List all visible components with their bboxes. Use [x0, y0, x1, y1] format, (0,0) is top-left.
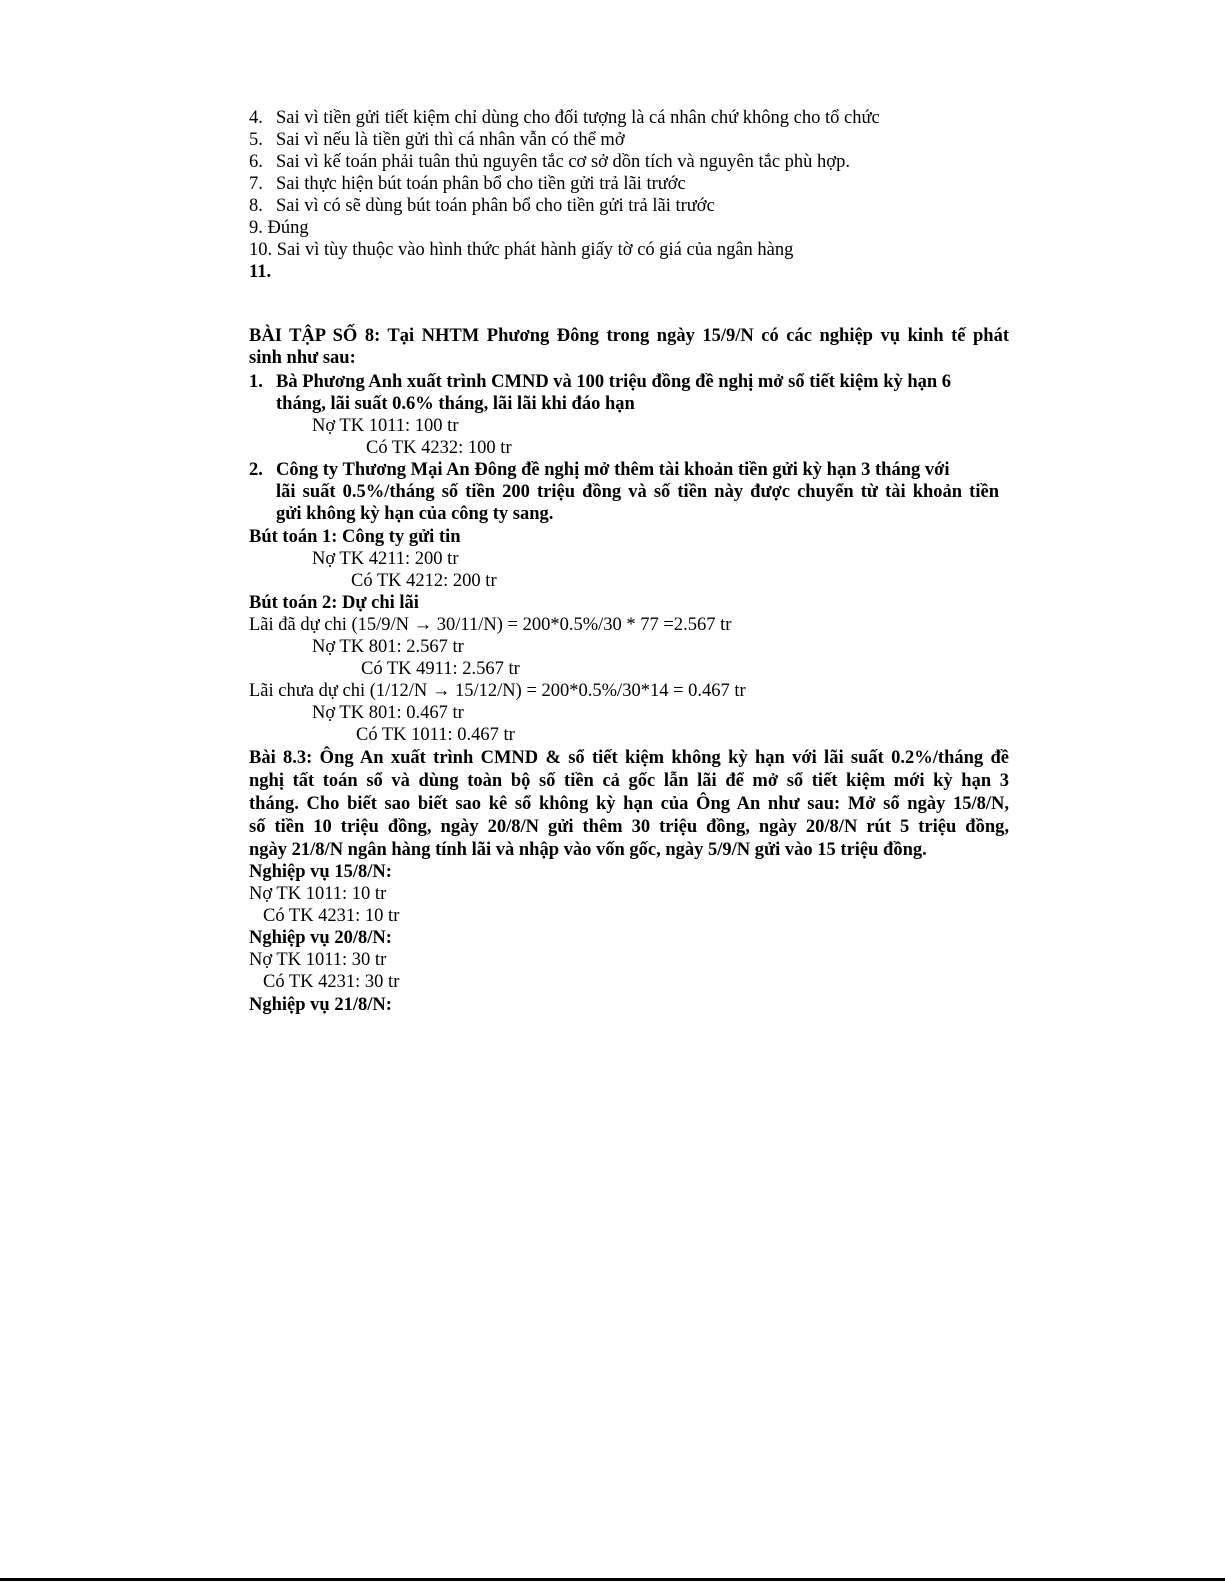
op-debit: Nợ TK 1011: 10 tr [249, 884, 387, 904]
op-title: Nghiệp vụ 21/8/N: [249, 995, 392, 1015]
item-2-line3: gửi không kỳ hạn của công ty sang. [276, 504, 554, 524]
item-1-line2: tháng, lãi suất 0.6% tháng, lãi lãi khi đáo hạn [276, 394, 635, 414]
answer-number: 11. [249, 262, 272, 282]
bai83-line5: ngày 21/8/N ngân hàng tính lãi và nhập vào vốn gốc, ngày 5/9/N gửi vào 15 triệu đồng. [249, 840, 927, 860]
answer-text: Sai vì nếu là tiền gửi thì cá nhân vẫn có thể mở [276, 130, 625, 150]
op-title: Nghiệp vụ 20/8/N: [249, 928, 392, 948]
answer-text: Sai vì có sẽ dùng bút toán phân bổ cho tiền gửi trả lãi trước [276, 196, 715, 216]
item-2-line2: lãi suất 0.5%/tháng số tiền 200 triệu đồng và số tiền này được chuyển từ tài khoản tiền [276, 482, 999, 502]
answer-text: Sai vì tùy thuộc vào hình thức phát hành giấy tờ có giá của ngân hàng [276, 240, 794, 260]
unaccrued-interest-formula: Lãi chưa dự chi (1/12/N → 15/12/N) = 200*0.5%/30*14 = 0.467 tr [249, 681, 746, 701]
item-2-line1 [249, 459, 1009, 481]
answer-number: 6. [249, 152, 263, 172]
entry-2-title: Bút toán 2: Dự chi lãi [249, 593, 419, 613]
answer-item-4 [249, 107, 1009, 129]
answer-item-7 [249, 173, 1009, 195]
answer-item-10 [249, 239, 1009, 261]
item-1-line1 [249, 371, 1009, 393]
entry-2-credit-1: Có TK 4911: 2.567 tr [361, 659, 520, 679]
item-text: Bà Phương Anh xuất trình CMND và 100 triệu đồng đề nghị mở sổ tiết kiệm kỳ hạn 6 [276, 372, 952, 392]
item-number: 1. [249, 372, 263, 392]
bai83-line4: số tiền 10 triệu đồng, ngày 20/8/N gửi thêm 30 triệu đồng, ngày 20/8/N rút 5 triệu đồng, [249, 817, 1009, 837]
entry-1-debit: Nợ TK 4211: 200 tr [312, 549, 459, 569]
answer-text: Sai thực hiện bút toán phân bổ cho tiền gửi trả lãi trước [276, 174, 686, 194]
page-bottom-border [0, 1578, 1225, 1581]
accrued-interest-formula: Lãi đã dự chi (15/9/N → 30/11/N) = 200*0.5%/30 * 77 =2.567 tr [249, 615, 732, 635]
answer-item-6 [249, 151, 1009, 173]
answer-text: Đúng [267, 218, 309, 238]
item-number: 2. [249, 460, 263, 480]
entry-1-title: Bút toán 1: Công ty gửi tin [249, 527, 461, 547]
answer-number: 9. [249, 218, 263, 238]
answer-number: 4. [249, 108, 263, 128]
op-credit: Có TK 4231: 30 tr [263, 972, 400, 992]
answer-number: 5. [249, 130, 263, 150]
op-debit: Nợ TK 1011: 30 tr [249, 950, 387, 970]
item-1-credit: Có TK 4232: 100 tr [366, 438, 512, 458]
answer-text: Sai vì tiền gửi tiết kiệm chỉ dùng cho đối tượng là cá nhân chứ không cho tổ chức [276, 108, 880, 128]
op-title: Nghiệp vụ 15/8/N: [249, 862, 392, 882]
answer-number: 10. [249, 240, 273, 260]
exercise-title-line2: sinh như sau: [249, 348, 356, 368]
bai83-line3: tháng. Cho biết sao biết sao kê sổ không kỳ hạn của Ông An như sau: Mở sổ ngày 15/8/N, [249, 794, 1009, 814]
answer-item-9 [249, 217, 1009, 239]
entry-1-credit: Có TK 4212: 200 tr [351, 571, 497, 591]
bai83-line1: Bài 8.3: Ông An xuất trình CMND & sổ tiết kiệm không kỳ hạn với lãi suất 0.2%/tháng đề [249, 748, 1009, 768]
entry-2-credit-2: Có TK 1011: 0.467 tr [356, 725, 515, 745]
answer-item-8 [249, 195, 1009, 217]
item-1-debit: Nợ TK 1011: 100 tr [312, 416, 459, 436]
answer-item-11 [249, 261, 1009, 283]
entry-2-debit-1: Nợ TK 801: 2.567 tr [312, 637, 464, 657]
bai83-line2: nghị tất toán sổ và dùng toàn bộ số tiền cả gốc lẫn lãi để mở sổ tiết kiệm mới kỳ hạn 3 [249, 771, 1009, 791]
answer-text: Sai vì kế toán phải tuân thủ nguyên tắc cơ sở dồn tích và nguyên tắc phù hợp. [276, 152, 850, 172]
item-text: Công ty Thương Mại An Đông đề nghị mở thêm tài khoản tiền gửi kỳ hạn 3 tháng với [276, 460, 950, 480]
answer-number: 7. [249, 174, 263, 194]
exercise-title-line1: BÀI TẬP SỐ 8: Tại NHTM Phương Đông trong ngày 15/9/N có các nghiệp vụ kinh tế phát [249, 326, 1009, 346]
answer-item-5 [249, 129, 1009, 151]
op-credit: Có TK 4231: 10 tr [263, 906, 400, 926]
answer-number: 8. [249, 196, 263, 216]
entry-2-debit-2: Nợ TK 801: 0.467 tr [312, 703, 464, 723]
